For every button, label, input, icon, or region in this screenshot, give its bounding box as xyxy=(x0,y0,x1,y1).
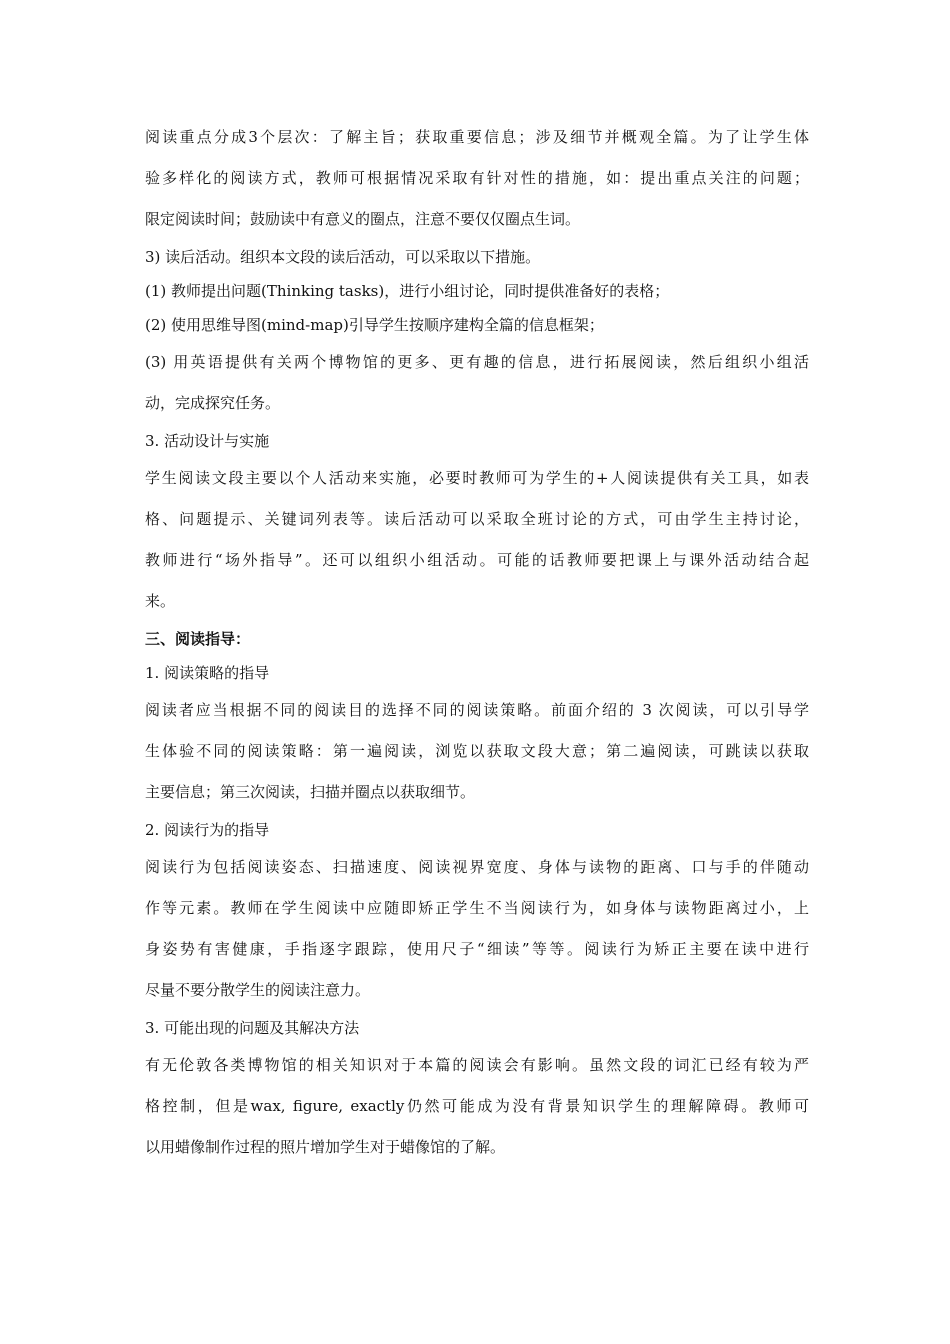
text-line: (1) 教师提出问题(Thinking tasks)，进行小组讨论，同时提供准备好的表格； xyxy=(145,282,670,300)
text-line: 3. 活动设计与实施 xyxy=(145,432,270,450)
text-line: 验多样化的阅读方式，教师可根据情况采取有针对性的措施，如：提出重点关注的问题； xyxy=(145,169,809,187)
text-line: 阅读行为包括阅读姿态、扫描速度、阅读视界宽度、身体与读物的距离、口与手的伴随动 xyxy=(145,858,809,876)
text-line: 3. 可能出现的问题及其解决方法 xyxy=(145,1019,360,1037)
section-heading: 三、阅读指导： xyxy=(145,630,251,648)
text-line: 生体验不同的阅读策略：第一遍阅读，浏览以获取文段大意；第二遍阅读，可跳读以获取 xyxy=(145,742,809,760)
text-line: (3) 用英语提供有关两个博物馆的更多、更有趣的信息，进行拓展阅读，然后组织小组活 xyxy=(145,353,809,371)
text-line: 3) 读后活动。组织本文段的读后活动，可以采取以下措施。 xyxy=(145,248,541,266)
text-line: 作等元素。教师在学生阅读中应随即矫正学生不当阅读行为，如身体与读物距离过小，上 xyxy=(145,899,809,917)
text-line: 1. 阅读策略的指导 xyxy=(145,664,270,682)
text-line: 主要信息；第三次阅读，扫描并圈点以获取细节。 xyxy=(145,783,476,801)
text-line: 限定阅读时间；鼓励读中有意义的圈点，注意不要仅仅圈点生词。 xyxy=(145,210,581,228)
text-line: 格、问题提示、关键词列表等。读后活动可以采取全班讨论的方式，可由学生主持讨论， xyxy=(145,510,809,528)
text-line: 阅读重点分成3个层次：了解主旨；获取重要信息；涉及细节并概观全篇。为了让学生体 xyxy=(145,128,809,146)
text-line: 动，完成探究任务。 xyxy=(145,394,281,412)
text-line: 有无伦敦各类博物馆的相关知识对于本篇的阅读会有影响。虽然文段的词汇已经有较为严 xyxy=(145,1056,809,1074)
text-line: (2) 使用思维导图(mind-map)引导学生按顺序建构全篇的信息框架； xyxy=(145,316,604,334)
text-line: 来。 xyxy=(145,592,176,610)
text-line: 学生阅读文段主要以个人活动来实施，必要时教师可为学生的+人阅读提供有关工具，如表 xyxy=(145,469,809,487)
text-line: 以用蜡像制作过程的照片增加学生对于蜡像馆的了解。 xyxy=(145,1138,506,1156)
document-body xyxy=(145,117,809,1168)
text-line: 2. 阅读行为的指导 xyxy=(145,821,270,839)
text-line: 尽量不要分散学生的阅读注意力。 xyxy=(145,981,371,999)
text-line: 阅读者应当根据不同的阅读目的选择不同的阅读策略。前面介绍的 3 次阅读，可以引导学 xyxy=(145,701,809,719)
text-line: 格控制，但是wax, figure, exactly仍然可能成为没有背景知识学生的理解障碍。教师可 xyxy=(145,1097,809,1115)
text-line: 身姿势有害健康，手指逐字跟踪，使用尺子“细读”等等。阅读行为矫正主要在读中进行 xyxy=(145,940,809,958)
text-line: 教师进行“场外指导”。还可以组织小组活动。可能的话教师要把课上与课外活动结合起 xyxy=(145,551,809,569)
